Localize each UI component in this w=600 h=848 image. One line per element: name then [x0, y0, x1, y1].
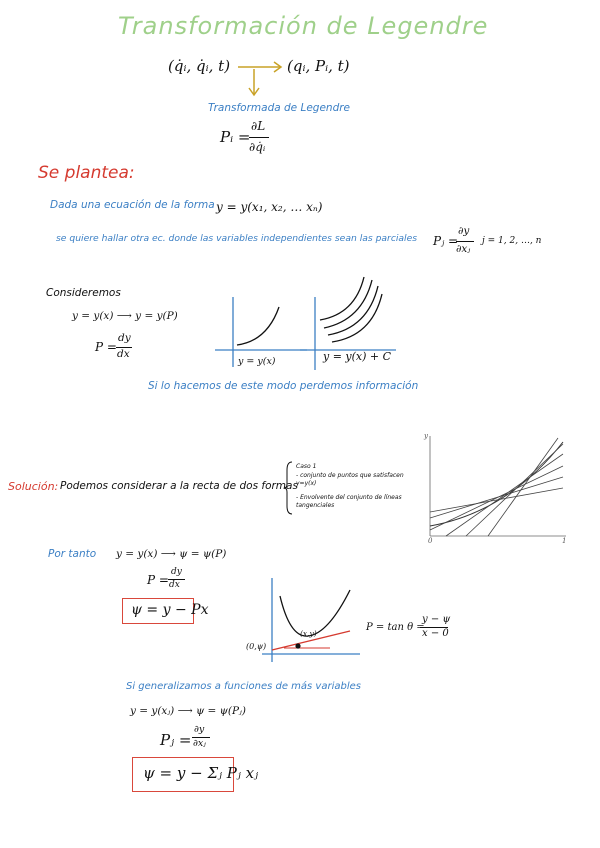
momentum-lhs: Pᵢ =	[220, 128, 251, 146]
plantea-p-num: ∂y	[458, 225, 470, 237]
generalize-text: Si generalizamos a funciones de más variables	[126, 681, 361, 692]
solucion-p-lhs: P =	[147, 573, 169, 587]
consideremos-heading: Consideremos	[46, 287, 121, 299]
section-heading-solucion: Solución:	[8, 480, 59, 493]
consideremos-note: Si lo hacemos de este modo perdemos información	[148, 380, 419, 392]
boxed-general-eq: ψ = y − Σⱼ Pⱼ xⱼ	[143, 764, 259, 782]
boxed-general-result	[132, 757, 259, 792]
envelope-tangent-plot	[418, 432, 570, 544]
section-heading-se-plantea: Se plantea:	[38, 163, 135, 183]
momentum-den: ∂q̇ᵢ	[249, 140, 266, 154]
plantea-line1-text: Dada una ecuación de la forma	[50, 199, 215, 211]
solucion-text: Podemos considerar a la recta de dos formas	[60, 480, 298, 492]
brace-item1-head: Caso 1	[296, 463, 317, 470]
transform-label: Transformada de Legendre	[208, 102, 351, 114]
por-tanto: Por tanto	[48, 548, 97, 560]
brace-item1: - conjunto de puntos que satisfacen y=y(x)	[296, 472, 404, 487]
boxed-legendre-eq: ψ = y − Px	[131, 602, 209, 618]
plantea-index: j = 1, 2, …, n	[482, 236, 542, 246]
plantea-p-lhs: Pⱼ =	[433, 234, 459, 248]
slope-eq-lhs: P = tan θ =	[366, 622, 425, 633]
consideremos-p-num: dy	[118, 332, 131, 344]
solucion-map: y = y(x) ⟶ ψ = ψ(P)	[116, 548, 227, 560]
generalize-p-den: ∂xⱼ	[193, 738, 206, 749]
page-title: Transformación de Legendre	[118, 12, 489, 40]
momentum-fraction-bar	[249, 137, 269, 138]
momentum-num: ∂L	[251, 119, 266, 133]
plantea-fraction-bar	[456, 241, 474, 242]
envelope-x-tick: 1	[562, 537, 567, 545]
plantea-line1-eq: y = y(x₁, x₂, … xₙ)	[216, 200, 323, 214]
generalize-p-lhs: Pⱼ =	[160, 731, 192, 749]
consideremos-map: y = y(x) ⟶ y = y(P)	[72, 310, 178, 322]
solucion-p-num: dy	[171, 567, 182, 577]
point-zero-psi: (0,ψ)	[246, 642, 267, 651]
consideremos-p-lhs: P =	[95, 340, 117, 354]
boxed-legendre-result	[122, 598, 209, 624]
slope-num: y − ψ	[422, 614, 451, 625]
solucion-p-den: dx	[169, 580, 180, 590]
brace-item2: - Envolvente del conjunto de líneas tangenciales	[296, 494, 402, 509]
point-tangent: (x,y)	[300, 629, 317, 638]
envelope-y-tick: y	[424, 432, 428, 440]
hamiltonian-variables: (qᵢ, Pᵢ, t)	[287, 57, 350, 75]
slope-den: x − 0	[422, 628, 449, 639]
consideremos-p-den: dx	[117, 348, 130, 360]
plantea-p-den: ∂xⱼ	[456, 243, 471, 255]
generalize-p-num: ∂y	[194, 724, 205, 735]
brace	[284, 460, 294, 516]
plot-family-label: y = y(x) + C	[323, 350, 392, 363]
tangent-line-diagram	[262, 578, 362, 664]
plot-single-label: y = y(x)	[238, 356, 276, 367]
envelope-x-origin: 0	[428, 537, 433, 545]
plantea-line2-text: se quiere hallar otra ec. donde las variables independientes sean las parciales	[56, 233, 418, 244]
transform-arrow	[236, 60, 286, 100]
lagrangian-variables: (q̇ᵢ, q̇ᵢ, t)	[168, 57, 231, 75]
generalize-map: y = y(xⱼ) ⟶ ψ = ψ(Pⱼ)	[130, 705, 246, 717]
